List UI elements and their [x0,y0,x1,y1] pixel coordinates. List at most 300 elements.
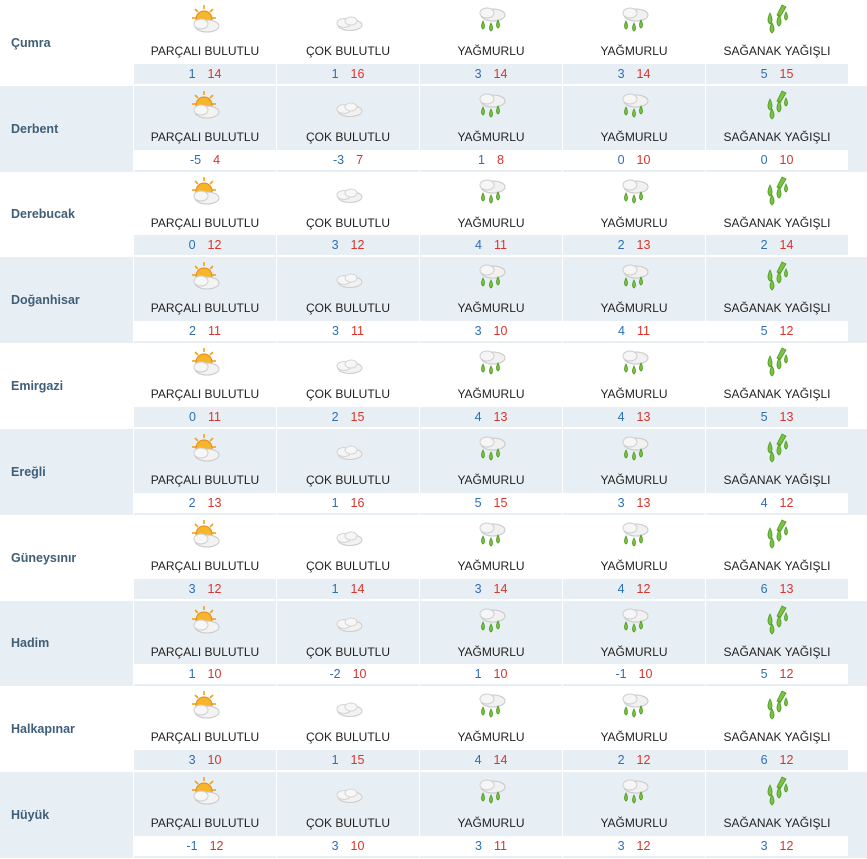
high-temperature: 10 [352,667,367,682]
rain-icon [474,3,508,37]
high-temperature: 14 [207,66,222,81]
day-forecast-cell [276,429,419,515]
condition-label: ÇOK BULUTLU [305,387,391,402]
rain-icon [617,346,651,380]
rain-icon [474,89,508,123]
cloudy-icon [331,604,365,638]
rain-icon [474,432,508,466]
condition-label: ÇOK BULUTLU [305,129,391,144]
condition-label: YAĞMURLU [457,730,525,745]
forecast-row [0,686,867,772]
high-temperature: 16 [350,495,365,510]
temperature-range [134,750,276,770]
temperature-range [420,64,562,84]
temperature-range [706,493,848,513]
condition-label: SAĞANAK YAĞIŞLI [723,644,831,659]
shower-icon [760,89,794,123]
low-temperature: 3 [617,495,625,510]
day-forecast-cell [705,0,848,86]
day-forecast-cell [419,86,562,172]
high-temperature: 15 [779,66,794,81]
low-temperature: 0 [760,152,768,167]
condition-label: YAĞMURLU [600,558,668,573]
low-temperature: 2 [760,238,768,253]
temperature-range [706,664,848,684]
condition-label: SAĞANAK YAĞIŞLI [723,472,831,487]
day-forecast-cell [419,772,562,858]
partly-cloudy-icon [188,260,222,294]
condition-label: ÇOK BULUTLU [305,730,391,745]
condition-label: PARÇALI BULUTLU [150,129,260,144]
day-forecast-cell [276,601,419,687]
partly-cloudy-icon [188,89,222,123]
day-forecast-cell [562,172,705,258]
high-temperature: 14 [779,238,794,253]
condition-label: YAĞMURLU [600,387,668,402]
high-temperature: 14 [493,66,508,81]
cloudy-icon [331,689,365,723]
city-name[interactable]: Ereğli [11,464,46,479]
partly-cloudy-icon [188,689,222,723]
low-temperature: 4 [474,753,482,768]
day-forecast-cell [419,257,562,343]
day-forecast-cell [705,172,848,258]
low-temperature: 1 [478,152,485,167]
high-temperature: 14 [350,581,365,596]
low-temperature: 2 [188,495,196,510]
low-temperature: 4 [474,409,482,424]
city-name[interactable]: Derbent [11,121,59,136]
low-temperature: 3 [474,581,482,596]
city-name[interactable]: Hadim [11,636,50,651]
city-name[interactable]: Güneysınır [11,550,77,565]
temperature-range [563,493,705,513]
high-temperature: 12 [209,838,224,853]
city-name[interactable]: Derebucak [11,207,75,222]
cloudy-icon [331,518,365,552]
temperature-range [420,321,562,341]
day-forecast-cell [705,86,848,172]
temperature-range [706,150,848,170]
high-temperature: 14 [493,753,508,768]
forecast-row [0,515,867,601]
shower-icon [760,346,794,380]
condition-label: YAĞMURLU [600,129,668,144]
temperature-range [277,664,419,684]
day-forecast-cell [419,686,562,772]
rain-icon [617,689,651,723]
temperature-range [134,235,276,255]
high-temperature: 12 [779,495,794,510]
temperature-range [420,750,562,770]
rain-icon [617,518,651,552]
temperature-range [706,407,848,427]
rain-icon [617,89,651,123]
rain-icon [617,775,651,809]
partly-cloudy-icon [188,775,222,809]
low-temperature: 3 [617,838,625,853]
low-temperature: 3 [475,838,482,853]
temperature-range [706,64,848,84]
partly-cloudy-icon [188,346,222,380]
low-temperature: 1 [331,66,339,81]
high-temperature: 12 [636,838,651,853]
temperature-range [277,836,419,856]
low-temperature: -5 [189,152,202,167]
shower-icon [760,518,794,552]
cloudy-icon [331,775,365,809]
forecast-row [0,257,867,343]
low-temperature: 0 [617,152,625,167]
high-temperature: 12 [207,581,222,596]
day-forecast-cell [276,257,419,343]
day-forecast-cell [133,686,276,772]
day-forecast-cell [133,172,276,258]
low-temperature: -2 [329,667,341,682]
low-temperature: -3 [332,152,345,167]
low-temperature: 1 [188,66,196,81]
high-temperature: 11 [493,838,507,853]
city-name[interactable]: Hüyük [11,808,50,823]
high-temperature: 12 [779,324,794,339]
condition-label: PARÇALI BULUTLU [150,387,260,402]
day-forecast-cell [562,515,705,601]
high-temperature: 16 [350,66,365,81]
low-temperature: 3 [760,838,768,853]
temperature-range [420,493,562,513]
low-temperature: 4 [475,238,482,253]
condition-label: YAĞMURLU [600,644,668,659]
day-forecast-cell [562,686,705,772]
temperature-range [706,235,848,255]
temperature-range [277,579,419,599]
low-temperature: 6 [760,753,768,768]
low-temperature: 5 [474,495,482,510]
rain-icon [617,432,651,466]
forecast-row [0,343,867,429]
day-forecast-cell [419,601,562,687]
temperature-range [277,235,419,255]
partly-cloudy-icon [188,518,222,552]
condition-label: YAĞMURLU [457,44,525,58]
low-temperature: 6 [760,581,768,596]
day-forecast-cell [419,343,562,429]
condition-label: YAĞMURLU [600,816,668,831]
condition-label: YAĞMURLU [457,215,525,230]
cloudy-icon [331,175,365,209]
shower-icon [760,260,794,294]
condition-label: YAĞMURLU [600,730,668,745]
high-temperature: 12 [207,238,222,253]
low-temperature: 3 [474,324,482,339]
forecast-row [0,429,867,515]
low-temperature: 3 [331,838,339,853]
shower-icon [760,3,794,37]
temperature-range [420,235,562,255]
condition-label: SAĞANAK YAĞIŞLI [723,730,831,745]
day-forecast-cell [419,515,562,601]
day-forecast-cell [133,429,276,515]
high-temperature: 8 [497,152,504,167]
temperature-range [563,64,705,84]
day-forecast-cell [562,86,705,172]
condition-label: SAĞANAK YAĞIŞLI [723,301,831,316]
condition-label: PARÇALI BULUTLU [150,558,260,573]
low-temperature: 5 [760,667,768,682]
condition-label: SAĞANAK YAĞIŞLI [723,558,831,573]
high-temperature: 10 [636,152,651,167]
high-temperature: 14 [636,66,651,81]
rain-icon [617,175,651,209]
day-forecast-cell [419,0,562,86]
condition-label: PARÇALI BULUTLU [150,44,260,58]
condition-label: ÇOK BULUTLU [305,558,391,573]
day-forecast-cell [562,772,705,858]
low-temperature: 3 [188,753,196,768]
low-temperature: 4 [760,495,768,510]
high-temperature: 10 [493,667,508,682]
condition-label: YAĞMURLU [600,215,668,230]
day-forecast-cell [562,601,705,687]
day-forecast-cell [562,343,705,429]
temperature-range [563,750,705,770]
high-temperature: 12 [779,753,794,768]
day-forecast-cell [133,772,276,858]
high-temperature: 15 [493,495,508,510]
low-temperature: 5 [760,66,768,81]
day-forecast-cell [419,429,562,515]
day-forecast-cell [276,686,419,772]
condition-label: ÇOK BULUTLU [305,472,391,487]
high-temperature: 11 [207,324,221,339]
high-temperature: 10 [207,667,222,682]
temperature-range [563,150,705,170]
temperature-range [420,579,562,599]
day-forecast-cell [562,0,705,86]
high-temperature: 11 [350,324,364,339]
low-temperature: 0 [189,409,196,424]
temperature-range [706,321,848,341]
condition-label: YAĞMURLU [457,301,525,316]
high-temperature: 12 [779,667,794,682]
day-forecast-cell [133,257,276,343]
temperature-range [134,150,276,170]
temperature-range [134,836,276,856]
low-temperature: -1 [186,838,198,853]
condition-label: YAĞMURLU [600,301,668,316]
temperature-range [563,836,705,856]
condition-label: PARÇALI BULUTLU [150,301,260,316]
temperature-range [277,321,419,341]
high-temperature: 4 [213,152,221,167]
high-temperature: 10 [638,667,653,682]
day-forecast-cell [276,772,419,858]
high-temperature: 12 [350,238,365,253]
condition-label: ÇOK BULUTLU [305,215,391,230]
condition-label: PARÇALI BULUTLU [150,215,260,230]
rain-icon [474,518,508,552]
temperature-range [563,579,705,599]
partly-cloudy-icon [188,175,222,209]
temperature-range [134,493,276,513]
shower-icon [760,432,794,466]
shower-icon [760,689,794,723]
rain-icon [474,260,508,294]
temperature-range [706,836,848,856]
temperature-range [277,407,419,427]
rain-icon [474,775,508,809]
condition-label: ÇOK BULUTLU [305,644,391,659]
high-temperature: 7 [356,152,364,167]
forecast-row [0,86,867,172]
low-temperature: 2 [331,409,339,424]
high-temperature: 10 [493,324,508,339]
condition-label: SAĞANAK YAĞIŞLI [723,387,831,402]
condition-label: YAĞMURLU [457,387,525,402]
low-temperature: 5 [760,409,768,424]
temperature-range [277,150,419,170]
day-forecast-cell [705,343,848,429]
city-name[interactable]: Doğanhisar [11,293,80,308]
day-forecast-cell [133,515,276,601]
temperature-range [706,579,848,599]
partly-cloudy-icon [188,604,222,638]
high-temperature: 12 [636,581,651,596]
city-name[interactable]: Çumra [11,35,51,50]
temperature-range [563,407,705,427]
low-temperature: -1 [615,667,627,682]
temperature-range [277,64,419,84]
rain-icon [474,175,508,209]
low-temperature: 3 [331,238,339,253]
day-forecast-cell [705,772,848,858]
temperature-range [563,235,705,255]
forecast-row [0,601,867,687]
day-forecast-cell [419,172,562,258]
low-temperature: 4 [617,409,625,424]
cloudy-icon [331,346,365,380]
temperature-range [420,664,562,684]
high-temperature: 11 [493,238,507,253]
low-temperature: 4 [618,324,625,339]
low-temperature: 3 [188,581,196,596]
day-forecast-cell [276,343,419,429]
high-temperature: 13 [636,238,651,253]
high-temperature: 13 [207,495,222,510]
temperature-range [134,321,276,341]
condition-label: YAĞMURLU [457,558,525,573]
low-temperature: 0 [188,238,196,253]
temperature-range [420,407,562,427]
rain-icon [617,260,651,294]
partly-cloudy-icon [188,3,222,37]
temperature-range [134,579,276,599]
temperature-range [134,64,276,84]
high-temperature: 10 [207,753,222,768]
temperature-range [420,836,562,856]
high-temperature: 15 [350,409,365,424]
rain-icon [474,604,508,638]
temperature-range [277,493,419,513]
day-forecast-cell [705,515,848,601]
cloudy-icon [331,89,365,123]
low-temperature: 2 [617,753,625,768]
day-forecast-cell [705,257,848,343]
day-forecast-cell [562,257,705,343]
high-temperature: 12 [779,838,794,853]
low-temperature: 1 [188,667,196,682]
condition-label: YAĞMURLU [600,44,668,58]
day-forecast-cell [133,0,276,86]
high-temperature: 13 [493,409,508,424]
high-temperature: 10 [779,152,794,167]
day-forecast-cell [133,86,276,172]
rain-icon [474,689,508,723]
forecast-row [0,772,867,858]
low-temperature: 1 [331,581,339,596]
condition-label: PARÇALI BULUTLU [150,730,260,745]
high-temperature: 12 [636,753,651,768]
condition-label: YAĞMURLU [457,644,525,659]
low-temperature: 4 [617,581,625,596]
partly-cloudy-icon [188,432,222,466]
condition-label: ÇOK BULUTLU [305,301,391,316]
day-forecast-cell [133,343,276,429]
day-forecast-cell [562,429,705,515]
shower-icon [760,175,794,209]
high-temperature: 13 [779,581,794,596]
high-temperature: 13 [636,495,651,510]
condition-label: ÇOK BULUTLU [305,44,391,58]
condition-label: SAĞANAK YAĞIŞLI [723,215,831,230]
temperature-range [134,664,276,684]
condition-label: PARÇALI BULUTLU [150,816,260,831]
city-name[interactable]: Emirgazi [11,379,64,394]
temperature-range [420,150,562,170]
high-temperature: 11 [636,324,650,339]
low-temperature: 3 [332,324,339,339]
temperature-range [563,664,705,684]
shower-icon [760,604,794,638]
day-forecast-cell [276,86,419,172]
temperature-range [563,321,705,341]
condition-label: YAĞMURLU [600,472,668,487]
day-forecast-cell [133,601,276,687]
low-temperature: 1 [331,753,339,768]
temperature-range [277,750,419,770]
condition-label: PARÇALI BULUTLU [150,644,260,659]
rain-icon [474,346,508,380]
day-forecast-cell [705,429,848,515]
high-temperature: 10 [350,838,365,853]
forecast-row [0,172,867,258]
condition-label: ÇOK BULUTLU [305,816,391,831]
low-temperature: 5 [760,324,768,339]
rain-icon [617,3,651,37]
cloudy-icon [331,3,365,37]
temperature-range [134,407,276,427]
condition-label: PARÇALI BULUTLU [150,472,260,487]
day-forecast-cell [705,686,848,772]
low-temperature: 2 [189,324,196,339]
temperature-range [706,750,848,770]
cloudy-icon [331,260,365,294]
low-temperature: 3 [617,66,625,81]
city-name[interactable]: Halkapınar [11,722,75,737]
low-temperature: 3 [474,66,482,81]
low-temperature: 1 [331,495,339,510]
day-forecast-cell [276,0,419,86]
